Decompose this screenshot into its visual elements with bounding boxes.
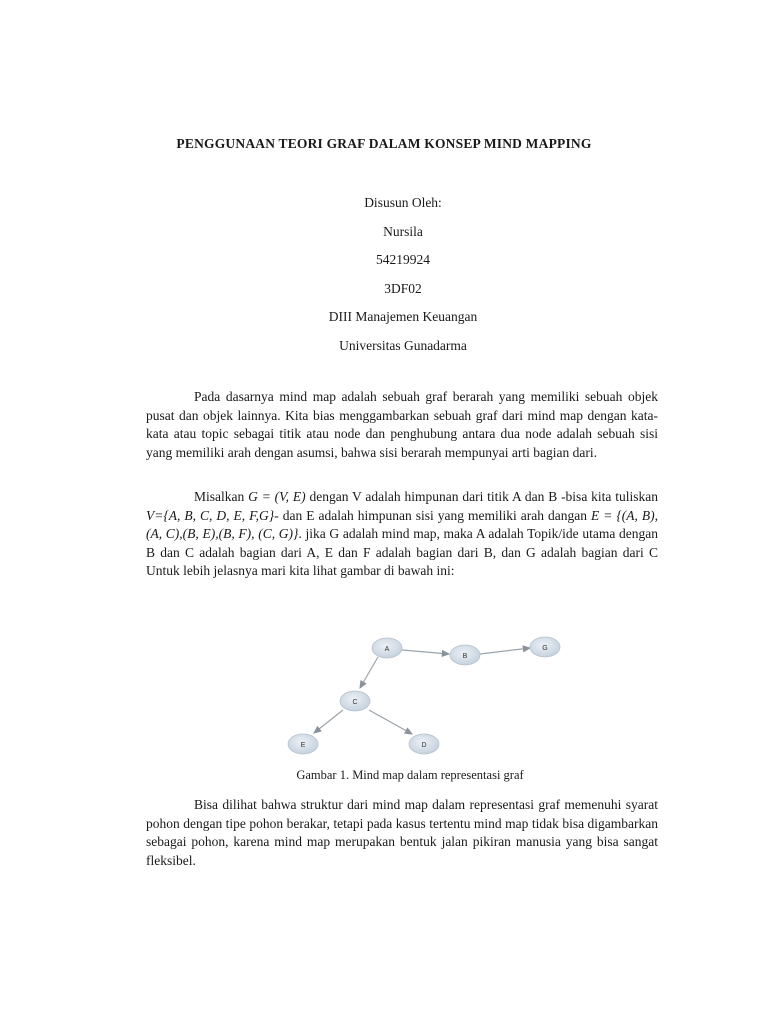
figure-caption: Gambar 1. Mind map dalam representasi graf [296, 768, 524, 782]
study-program: DIII Manajemen Keuangan [328, 309, 478, 324]
node-a-label: A [384, 646, 390, 653]
author-name: Nursila [383, 223, 423, 239]
university-name: Universitas Gunadarma [339, 337, 467, 353]
node-b [450, 645, 480, 665]
mind-map-figure [280, 628, 590, 763]
compiled-by-label: Disusun Oleh: [364, 195, 442, 210]
node-e [288, 734, 318, 754]
para2-text-4: . jika G adalah mind map, maka A adalah Topik/ide utama dengan B dan C adalah bagian dari A, E dan F adalah bagian dari B, dan G adalah bagian dari C Untuk lebih jelasnya mari kita lihat gambar di bawah ini: [146, 526, 658, 578]
node-g-label: G [542, 645, 548, 652]
document-title: PENGGUNAAN TEORI GRAF DALAM KONSEP MIND MAPPING [176, 136, 592, 151]
node-d-label: D [421, 742, 427, 749]
mind-map-graph [280, 628, 590, 763]
node-b-label: B [462, 653, 468, 660]
edge-b-g [480, 648, 530, 654]
paragraph-intro: Pada dasarnya mind map adalah sebuah graf berarah yang memiliki sebuah objek pusat dan objek lainnya. Kita bias menggambarkan sebuah graf dari mind map dengan kata-kata atau topic sebagai titik atau node dan penghubung antara dua node adalah sebuah sisi yang memiliki arah dengan asumsi, bahwa sisi berarah mempunyai arti bagian dari. [146, 389, 658, 460]
student-id: 54219924 [376, 252, 430, 267]
vertex-set: V={A, B, C, D, E, F,G} [146, 507, 275, 523]
edge-a-b [402, 650, 449, 654]
node-g [530, 637, 560, 657]
paragraph-definition [146, 488, 658, 581]
graph-notation: G = (V, E) [248, 489, 306, 504]
node-e-label: E [300, 742, 306, 749]
edge-c-e [314, 710, 343, 733]
author-block [0, 194, 768, 365]
node-d [409, 734, 439, 754]
paragraph-conclusion: Bisa dilihat bahwa struktur dari mind map dalam representasi graf memenuhi syarat pohon dengan tipe pohon berakar, tetapi pada kasus tertentu mind map tidak bisa digambarkan sebagai pohon, karena mind map merupakan bentuk jalan pikiran manusia yang bisa sangat fleksibel. [146, 797, 658, 868]
node-c [340, 691, 370, 711]
para2-text-2: dengan V adalah himpunan dari titik A dan B -bisa kita tuliskan [305, 489, 658, 504]
edge-a-c [360, 657, 378, 688]
node-a [372, 638, 402, 658]
edge-set: E = {(A, B),(A, C),(B, E),(B, F), (C, G)} [146, 507, 658, 541]
class-code: 3DF02 [384, 280, 422, 296]
node-c-label: C [352, 699, 358, 706]
para2-text-1: Misalkan [194, 489, 249, 504]
para2-text-3: - dan E adalah himpunan sisi yang memiliki arah dangan [274, 507, 591, 523]
edge-c-d [369, 710, 412, 734]
